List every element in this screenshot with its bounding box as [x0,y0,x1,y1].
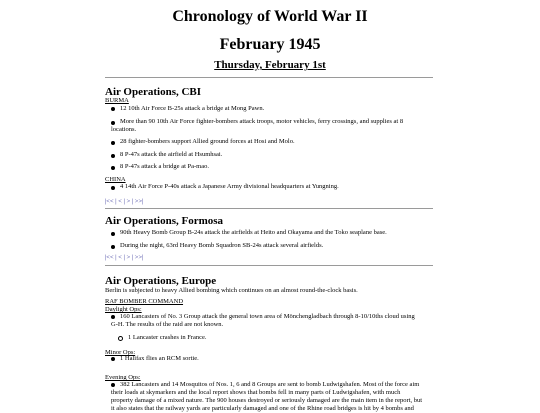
bullet [111,107,115,111]
list-item: 8 P-47s attack the airfield at Hsumhsai. [120,151,223,158]
nav-separator: | [131,198,134,205]
nav-prev-link[interactable]: < [118,254,122,261]
nav-separator: | [123,254,125,261]
divider [105,77,433,78]
bullet [111,357,115,361]
nav-first-link[interactable]: |<< [105,198,114,205]
bullet [111,315,115,319]
page-title: Chronology of World War II [172,8,368,25]
bullet [111,232,115,236]
bullet [111,186,115,190]
nav-separator: | [123,198,125,205]
section-title-europe: Air Operations, Europe [105,275,217,287]
list-item: 4 14th Air Force P-40s attack a Japanese Army divisional headquarters at Yungning. [120,183,339,190]
list-item: 382 Lancasters and 14 Mosquitos of Nos. 1, 6 and 8 Groups are sent to bomb Ludwigshafen. Most of the force aim [120,381,420,388]
nav-separator: | [115,254,117,261]
bullet [111,383,115,387]
bullet [111,245,115,249]
section-title-cbi: Air Operations, CBI [105,86,202,98]
bullet [111,154,115,158]
section-title-formosa: Air Operations, Formosa [105,215,224,227]
intro-text: Berlin is subjected to heavy Allied bombing which continues on an almost round-the-clock basis. [105,287,358,294]
list-item: 8 P-47s attack a bridge at Pa-mao. [120,163,209,170]
day-title: Thursday, February 1st [214,59,326,71]
sub-list-item: 1 Lancaster crashes in France. [128,334,207,341]
bullet [111,121,115,125]
list-item-continuation: it also states that the railway yards are particularly damaged and one of the Rhine road bridges is hit by 4 bombs and [111,405,414,412]
list-item-continuation: locations. [111,126,137,133]
list-item: 28 fighter-bombers support Allied ground forces at Hosi and Molo. [120,138,295,145]
nav-last-link[interactable]: >>| [134,198,144,205]
nav-next-link[interactable]: > [126,198,131,205]
nav-separator: | [115,198,117,205]
list-item-continuation: their loads at skymarkers and the local report shows that bombs fell in many parts of Ludwigshafen, with much [111,389,401,396]
nav-last-link[interactable]: >>| [134,254,144,261]
list-item: 90th Heavy Bomb Group B-24s attack the airfields at Heito and Okayama and the Toko seaplane base. [120,229,387,236]
subheading-minor: Minor Ops: [105,349,136,356]
list-item-continuation: property damage of a mixed nature. The 900 houses destroyed or seriously damaged are the main item in the report, but [111,397,423,404]
list-item: 160 Lancasters of No. 3 Group attack the general town area of Mönchengladbach through 8-10/10ths cloud using [120,313,415,320]
subheading-burma: BURMA [105,97,129,104]
divider [105,265,433,266]
list-item: 12 10th Air Force B-25s attack a bridge at Mong Pawn. [120,105,265,112]
nav-next-link[interactable]: > [126,254,131,261]
subheading-raf: RAF BOMBER COMMAND [105,298,184,305]
list-item: 1 Halifax flies an RCM sortie. [120,355,199,362]
nav-prev-link[interactable]: < [118,198,122,205]
nav-first-link[interactable]: |<< [105,254,114,261]
bullet [111,166,115,170]
list-item: More than 90 10th Air Force fighter-bombers attack troops, motor vehicles, ferry crossings, and supplies at 8 [120,118,404,125]
list-item-continuation: G-H. The results of the raid are not known. [111,321,224,328]
subheading-evening: Evening Ops: [105,374,141,381]
subheading-china: CHINA [105,176,126,183]
list-item: During the night, 63rd Heavy Bomb Squadron SB-24s attack several airfields. [120,242,324,249]
month-title: February 1945 [219,36,321,53]
bullet [111,141,115,145]
nav-separator: | [131,254,134,261]
nav-bar [105,254,143,261]
sub-bullet [118,336,123,341]
subheading-daylight: Daylight Ops: [105,306,142,313]
nav-bar [105,198,143,205]
divider [105,208,433,209]
